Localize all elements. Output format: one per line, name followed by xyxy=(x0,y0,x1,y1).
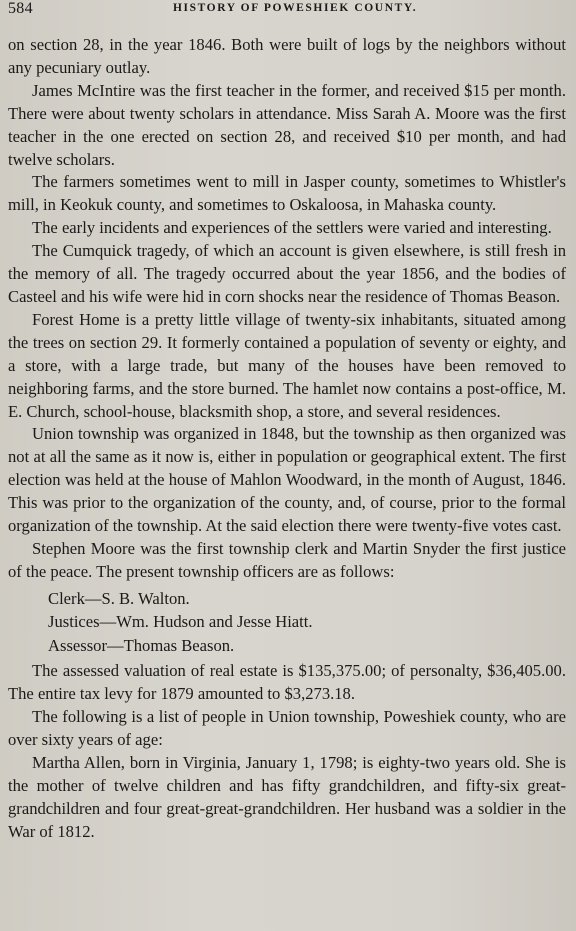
officer-assessor: Assessor—Thomas Beason. xyxy=(48,635,235,655)
officers-list xyxy=(8,587,566,658)
paragraph-early-incidents: The early incidents and experiences of the settlers were varied and interesting. xyxy=(32,218,552,238)
paragraph-cumquick-tragedy: The Cumquick tragedy, of which an account is given elsewhere, is still fresh in the memory of all. The tragedy occurred about the year 1856, and the bodies of Casteel and his wife were hid in corn shocks near the residence of Thomas Beason. xyxy=(8,241,566,306)
paragraph-mills: The farmers sometimes went to mill in Jasper county, sometimes to Whistler's mill, in Keokuk county, and sometimes to Oskaloosa, in Mahaska county. xyxy=(8,172,566,215)
body-text xyxy=(8,34,566,844)
officer-justices: Justices—Wm. Hudson and Jesse Hiatt. xyxy=(48,612,313,632)
paragraph-martha-allen: Martha Allen, born in Virginia, January 1, 1798; is eighty-two years old. She is the mother of twelve children and has fifty grandchildren, and fifty-six great-grandchildren and four great-great-grandchildren. Her husband was a soldier in the War of 1812. xyxy=(8,752,566,841)
page-header xyxy=(8,0,576,22)
paragraph-first-teacher: James McIntire was the first teacher in the former, and received $15 per month. There were about twenty scholars in attendance. Miss Sarah A. Moore was the first teacher in the one erected on section 28, and received $10 per month, and had twelve scholars. xyxy=(8,80,566,169)
paragraph-section-28: on section 28, in the year 1846. Both were built of logs by the neighbors without any pecuniary outlay. xyxy=(8,35,566,77)
paragraph-union-township: Union township was organized in 1848, but the township as then organized was not at all the same as it now is, either in population or geographical extent. The first election was held at the house of Mahlon Woodward, in the month of August, 1846. This was prior to the organization of the county, and, of course, prior to the formal organization of the township. At the said election there were twenty-five votes cast. xyxy=(8,424,566,536)
paragraph-list-intro: The following is a list of people in Union township, Poweshiek county, who are over sixty years of age: xyxy=(8,707,566,749)
paragraph-township-officers: Stephen Moore was the first township clerk and Martin Snyder the first justice of the peace. The present township officers are as follows: xyxy=(8,538,566,581)
page-number: 584 xyxy=(8,0,33,17)
paragraph-valuation: The assessed valuation of real estate is $135,375.00; of personalty, $36,405.00. The entire tax levy for 1879 amounted to $3,273.18. xyxy=(8,661,566,704)
officer-clerk: Clerk—S. B. Walton. xyxy=(48,588,190,608)
paragraph-forest-home: Forest Home is a pretty little village of twenty-six inhabitants, situated among the trees on section 29. It formerly contained a population of seventy or eighty, and a store, with a large trade, but many of the houses have been removed to neighboring farms, and the store burned. The hamlet now contains a post-office, M. E. Church, school-house, blacksmith shop, a store, and several residences. xyxy=(8,309,566,421)
running-head: HISTORY OF POWESHIEK COUNTY. xyxy=(173,2,418,14)
